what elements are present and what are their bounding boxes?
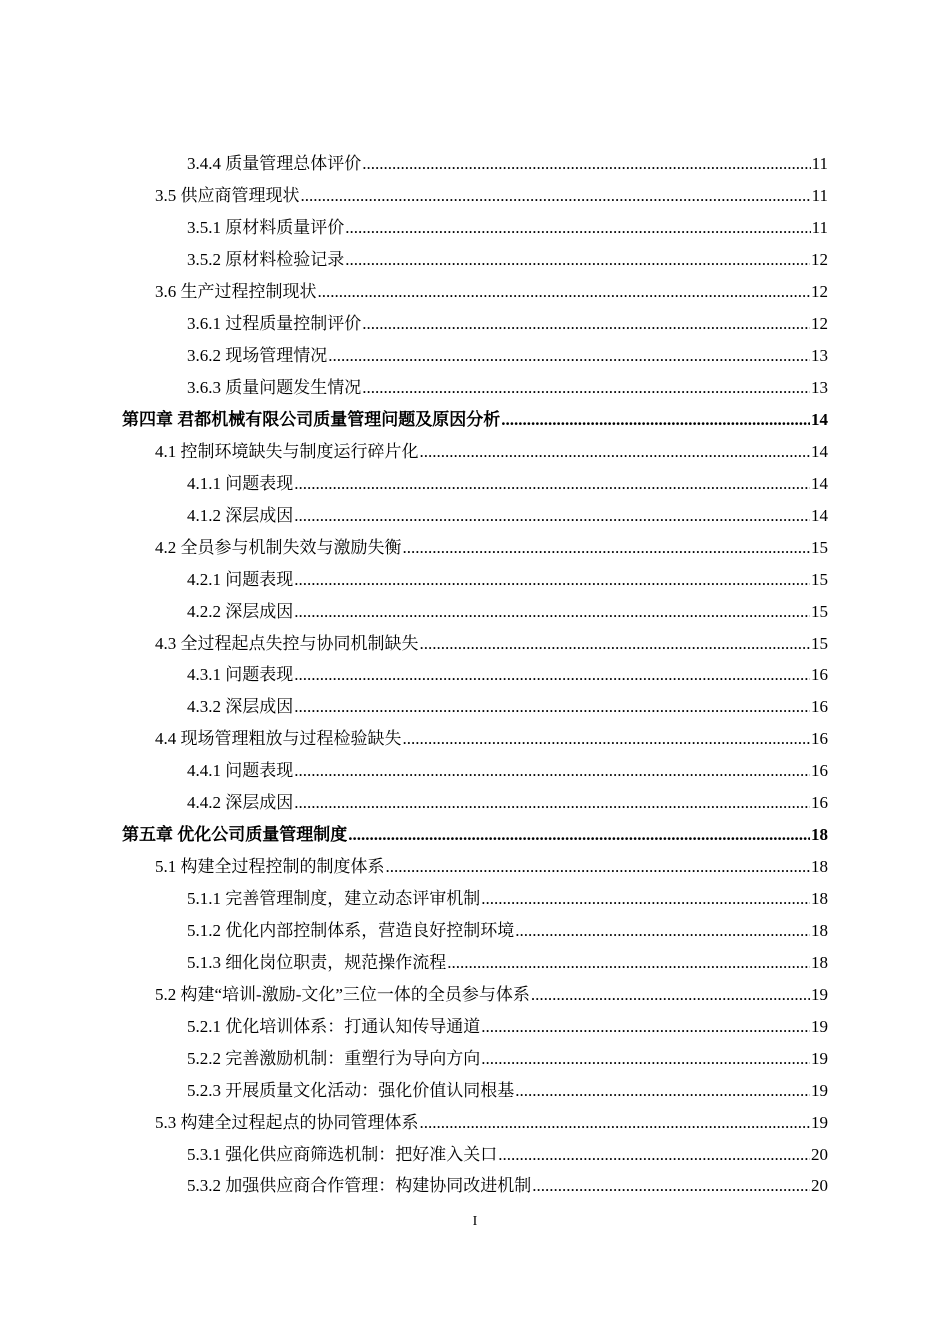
toc-entry-page: 14 bbox=[811, 409, 828, 429]
dot-leader bbox=[294, 475, 810, 492]
toc-entry[interactable] bbox=[0, 1042, 950, 1074]
dot-leader bbox=[362, 155, 810, 172]
toc-entry[interactable] bbox=[0, 1074, 950, 1106]
dot-leader bbox=[531, 986, 810, 1003]
dot-leader bbox=[318, 283, 811, 300]
toc-entry[interactable] bbox=[0, 1010, 950, 1042]
dot-leader bbox=[447, 954, 810, 971]
dot-leader bbox=[481, 1018, 810, 1035]
toc-entry-title: 5.1.3 细化岗位职责，规范操作流程 bbox=[187, 952, 447, 972]
toc-entry-page: 20 bbox=[811, 1176, 828, 1196]
toc-entry[interactable] bbox=[0, 659, 950, 691]
toc-entry[interactable] bbox=[0, 978, 950, 1010]
dot-leader bbox=[294, 666, 810, 683]
dot-leader bbox=[420, 443, 811, 460]
toc-entry[interactable] bbox=[0, 883, 950, 915]
dot-leader bbox=[403, 539, 811, 556]
dot-leader bbox=[301, 187, 811, 204]
toc-entry-title: 4.4.1 问题表现 bbox=[187, 761, 294, 781]
toc-entry[interactable] bbox=[0, 691, 950, 723]
dot-leader bbox=[532, 1177, 810, 1194]
toc-entry-page: 18 bbox=[811, 857, 828, 877]
toc-entry[interactable] bbox=[0, 340, 950, 372]
toc-entry-title: 5.2 构建“培训-激励-文化”三位一体的全员参与体系 bbox=[155, 984, 530, 1004]
toc-entry-title: 5.2.3 开展质量文化活动：强化价值认同根基 bbox=[187, 1080, 515, 1100]
toc-entry-title: 3.4.4 质量管理总体评价 bbox=[187, 154, 362, 174]
toc-entry[interactable] bbox=[0, 308, 950, 340]
toc-entry[interactable] bbox=[0, 531, 950, 563]
toc-entry-title: 4.1.1 问题表现 bbox=[187, 473, 294, 493]
toc-entry[interactable] bbox=[0, 404, 950, 436]
toc-entry-page: 19 bbox=[811, 1080, 828, 1100]
toc-entry-page: 12 bbox=[811, 314, 828, 334]
table-of-contents bbox=[0, 148, 950, 1202]
toc-entry-page: 12 bbox=[811, 282, 828, 302]
toc-entry[interactable] bbox=[0, 1138, 950, 1170]
toc-entry-title: 5.2.1 优化培训体系：打通认知传导通道 bbox=[187, 1016, 481, 1036]
toc-entry[interactable] bbox=[0, 467, 950, 499]
toc-entry-title: 4.2.2 深层成因 bbox=[187, 601, 294, 621]
toc-entry-page: 16 bbox=[811, 761, 828, 781]
dot-leader bbox=[386, 858, 811, 875]
page-number: I bbox=[472, 1214, 478, 1229]
toc-entry-page: 11 bbox=[811, 154, 828, 174]
dot-leader bbox=[481, 1050, 810, 1067]
toc-entry[interactable] bbox=[0, 819, 950, 851]
toc-entry-title: 4.2.1 问题表现 bbox=[187, 569, 294, 589]
toc-entry[interactable] bbox=[0, 723, 950, 755]
toc-entry[interactable] bbox=[0, 244, 950, 276]
dot-leader bbox=[420, 1114, 811, 1131]
dot-leader bbox=[348, 826, 810, 843]
toc-entry[interactable] bbox=[0, 915, 950, 947]
toc-entry-title: 3.5 供应商管理现状 bbox=[155, 186, 300, 206]
toc-entry-title: 3.6.1 过程质量控制评价 bbox=[187, 314, 362, 334]
toc-entry-title: 3.6.2 现场管理情况 bbox=[187, 346, 328, 366]
dot-leader bbox=[362, 379, 810, 396]
toc-entry-page: 15 bbox=[811, 569, 828, 589]
dot-leader bbox=[294, 794, 810, 811]
dot-leader bbox=[294, 603, 810, 620]
toc-entry[interactable] bbox=[0, 787, 950, 819]
toc-entry-title: 5.1.1 完善管理制度，建立动态评审机制 bbox=[187, 889, 481, 909]
dot-leader bbox=[501, 411, 810, 428]
toc-entry-page: 16 bbox=[811, 697, 828, 717]
toc-entry[interactable] bbox=[0, 499, 950, 531]
toc-entry-title: 3.6.3 质量问题发生情况 bbox=[187, 378, 362, 398]
toc-entry-title: 4.4 现场管理粗放与过程检验缺失 bbox=[155, 729, 402, 749]
toc-entry[interactable] bbox=[0, 1170, 950, 1202]
toc-entry[interactable] bbox=[0, 563, 950, 595]
toc-entry-page: 11 bbox=[811, 186, 828, 206]
toc-entry-title: 3.6 生产过程控制现状 bbox=[155, 282, 317, 302]
dot-leader bbox=[420, 635, 811, 652]
toc-entry-page: 14 bbox=[811, 441, 828, 461]
dot-leader bbox=[294, 698, 810, 715]
toc-entry-page: 15 bbox=[811, 601, 828, 621]
dot-leader bbox=[328, 347, 810, 364]
toc-entry-title: 第五章 优化公司质量管理制度 bbox=[122, 825, 348, 845]
dot-leader bbox=[345, 251, 810, 268]
toc-entry-page: 18 bbox=[811, 952, 828, 972]
toc-entry[interactable] bbox=[0, 851, 950, 883]
dot-leader bbox=[294, 571, 810, 588]
toc-entry-title: 第四章 君都机械有限公司质量管理问题及原因分析 bbox=[122, 409, 501, 429]
toc-entry-page: 18 bbox=[811, 825, 828, 845]
toc-entry[interactable] bbox=[0, 627, 950, 659]
toc-entry-page: 14 bbox=[811, 505, 828, 525]
toc-entry-title: 5.3.1 强化供应商筛选机制：把好准入关口 bbox=[187, 1144, 498, 1164]
toc-entry-page: 19 bbox=[811, 1048, 828, 1068]
toc-entry-page: 11 bbox=[811, 218, 828, 238]
toc-entry[interactable] bbox=[0, 212, 950, 244]
toc-entry-page: 20 bbox=[811, 1144, 828, 1164]
toc-entry[interactable] bbox=[0, 276, 950, 308]
toc-entry-page: 13 bbox=[811, 378, 828, 398]
toc-entry-title: 5.2.2 完善激励机制：重塑行为导向方向 bbox=[187, 1048, 481, 1068]
toc-entry[interactable] bbox=[0, 946, 950, 978]
toc-entry-page: 15 bbox=[811, 633, 828, 653]
toc-entry-title: 4.3 全过程起点失控与协同机制缺失 bbox=[155, 633, 419, 653]
dot-leader bbox=[294, 762, 810, 779]
dot-leader bbox=[362, 315, 810, 332]
toc-entry[interactable] bbox=[0, 595, 950, 627]
toc-entry-title: 4.2 全员参与机制失效与激励失衡 bbox=[155, 537, 402, 557]
toc-entry-page: 18 bbox=[811, 920, 828, 940]
toc-entry-title: 5.3.2 加强供应商合作管理：构建协同改进机制 bbox=[187, 1176, 532, 1196]
toc-entry-title: 4.3.2 深层成因 bbox=[187, 697, 294, 717]
dot-leader bbox=[481, 890, 810, 907]
toc-entry-page: 16 bbox=[811, 729, 828, 749]
toc-entry[interactable] bbox=[0, 755, 950, 787]
toc-entry-page: 12 bbox=[811, 250, 828, 270]
toc-entry-title: 4.1 控制环境缺失与制度运行碎片化 bbox=[155, 441, 419, 461]
toc-entry-page: 19 bbox=[811, 1112, 828, 1132]
toc-entry-title: 3.5.1 原材料质量评价 bbox=[187, 218, 345, 238]
dot-leader bbox=[345, 219, 810, 236]
toc-entry-title: 5.3 构建全过程起点的协同管理体系 bbox=[155, 1112, 419, 1132]
toc-entry-page: 14 bbox=[811, 473, 828, 493]
toc-entry-title: 4.4.2 深层成因 bbox=[187, 793, 294, 813]
toc-entry[interactable] bbox=[0, 180, 950, 212]
toc-entry-title: 4.1.2 深层成因 bbox=[187, 505, 294, 525]
toc-entry-title: 4.3.1 问题表现 bbox=[187, 665, 294, 685]
dot-leader bbox=[403, 730, 811, 747]
toc-entry-page: 13 bbox=[811, 346, 828, 366]
toc-entry-title: 3.5.2 原材料检验记录 bbox=[187, 250, 345, 270]
dot-leader bbox=[498, 1146, 810, 1163]
toc-entry[interactable] bbox=[0, 435, 950, 467]
toc-entry-page: 16 bbox=[811, 665, 828, 685]
toc-entry-title: 5.1 构建全过程控制的制度体系 bbox=[155, 857, 385, 877]
toc-entry-page: 19 bbox=[811, 984, 828, 1004]
dot-leader bbox=[515, 922, 810, 939]
toc-entry[interactable] bbox=[0, 148, 950, 180]
toc-entry-page: 15 bbox=[811, 537, 828, 557]
toc-entry-page: 16 bbox=[811, 793, 828, 813]
toc-entry-page: 19 bbox=[811, 1016, 828, 1036]
toc-entry[interactable] bbox=[0, 372, 950, 404]
toc-entry[interactable] bbox=[0, 1106, 950, 1138]
toc-entry-title: 5.1.2 优化内部控制体系，营造良好控制环境 bbox=[187, 920, 515, 940]
toc-entry-page: 18 bbox=[811, 889, 828, 909]
dot-leader bbox=[294, 507, 810, 524]
dot-leader bbox=[515, 1082, 810, 1099]
